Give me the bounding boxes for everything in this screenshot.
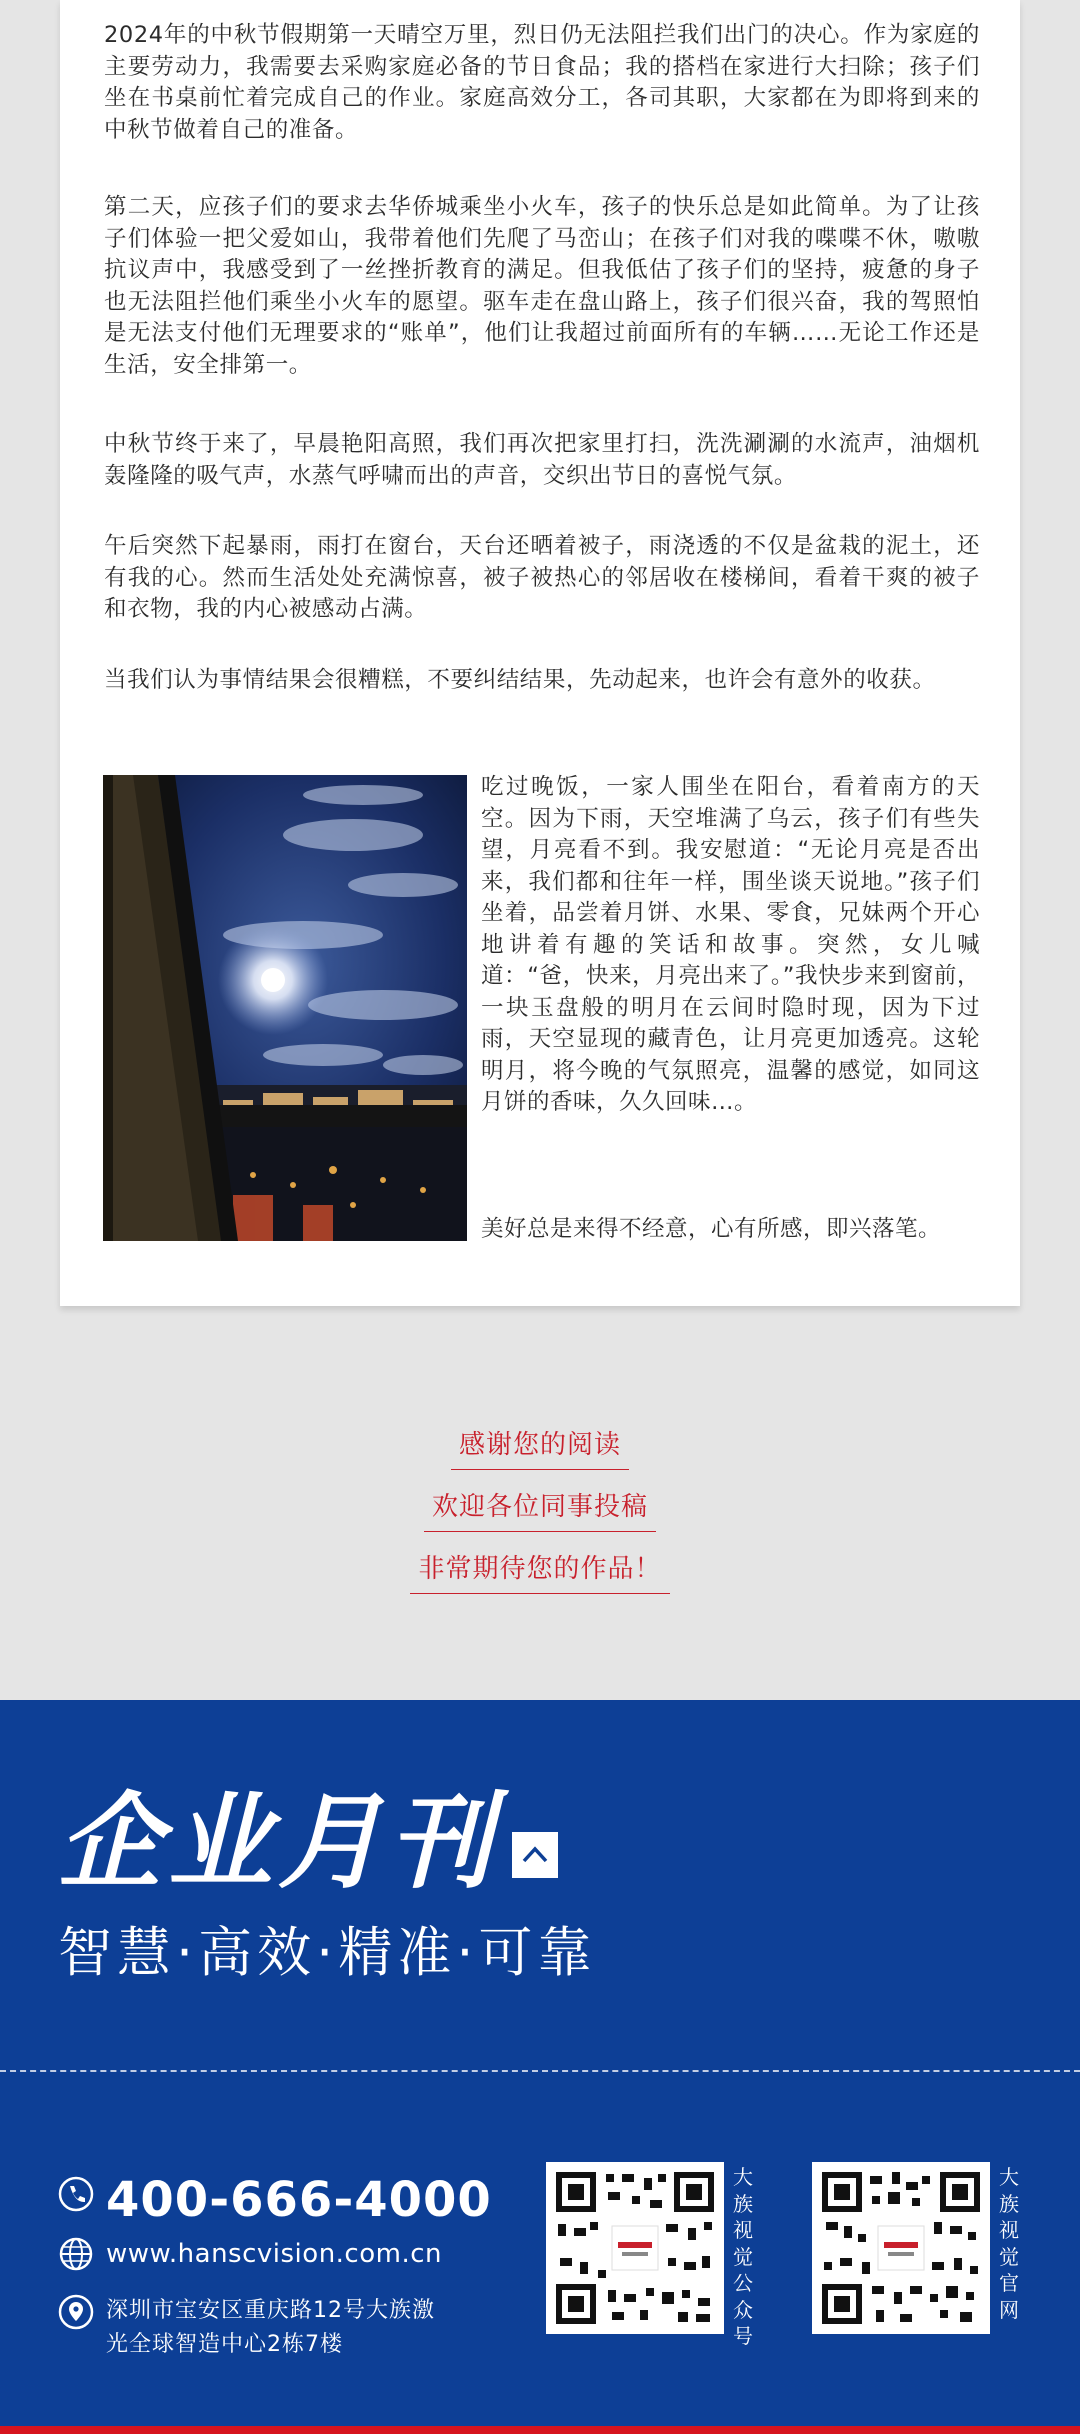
magazine-title: 企业月刊 <box>58 1781 499 1903</box>
qr-label-official-account: 大族视觉公众号 <box>733 2165 753 2348</box>
address-text: 深圳市宝安区重庆路12号大族激光全球智造中心2栋7楼 <box>106 2298 435 2357</box>
location-pin-icon <box>58 2294 94 2330</box>
website-row <box>58 2236 442 2272</box>
chevron-up-icon <box>512 1832 558 1878</box>
globe-icon <box>58 2236 94 2272</box>
website-link[interactable]: www.hanscvision.com.cn <box>106 2239 442 2269</box>
article-paragraph-1: 2024年的中秋节假期第一天晴空万里，烈日仍无法阻拦我们出门的决心。作为家庭的主要劳动力，我需要去采购家庭必备的节日食品；我的搭档在家进行大扫除；孩子们坐在书桌前忙着完成自己的作业。家庭高效分工，各司其职，大家都在为即将到来的中秋节做着自己的准备。 <box>104 22 980 143</box>
article-paragraph-6: 吃过晚饭，一家人围坐在阳台，看着南方的天空。因为下雨，天空堆满了乌云，孩子们有些失望，月亮看不到。我安慰道：“无论月亮是否出来，我们都和往年一样，围坐谈天说地。”孩子们坐着，品尝着月饼、水果、零食，兄妹两个开心地讲着有趣的笑话和故事。突然，女儿喊道：“爸，快来，月亮出来了。”我快步来到窗前，一块玉盘般的明月在云间时隐时现，因为下过雨，天空显现的藏青色，让月亮更加透亮。这轮明月，将今晚的气氛照亮，温馨的感觉，如同这月饼的香味，久久回味…。 <box>481 774 980 1115</box>
phone-row <box>58 2172 492 2228</box>
slogan: 智慧·高效·精准·可靠 <box>58 1921 597 1984</box>
article-paragraph-2: 第二天，应孩子们的要求去华侨城乘坐小火车，孩子的快乐总是如此简单。为了让孩子们体验一把父爱如山，我带着他们先爬了马峦山；在孩子们对我的喋喋不休，嗷嗷抗议声中，我感受到了一丝挫折教育的满足。但我低估了孩子们的坚持，疲惫的身子也无法阻拦他们乘坐小火车的愿望。驱车走在盘山路上，孩子们很兴奋，我的驾照怕是无法支付他们无理要求的“账单”，他们让我超过前面所有的车辆……无论工作还是生活，安全排第一。 <box>104 194 980 378</box>
article-paragraph-5: 当我们认为事情结果会很糟糕，不要纠结结果，先动起来，也许会有意外的收获。 <box>104 667 936 693</box>
phone-number[interactable]: 400-666-4000 <box>106 2172 492 2228</box>
article-paragraph-3: 中秋节终于来了，早晨艳阳高照，我们再次把家里打扫，洗洗涮涮的水流声，油烟机轰隆隆的吸气声，水蒸气呼啸而出的声音，交织出节日的喜悦气氛。 <box>104 431 980 489</box>
qr-code-icon <box>546 2162 724 2334</box>
thanks-text-1: 感谢您的阅读 <box>451 1424 629 1470</box>
thanks-line-2 <box>0 1486 1080 1532</box>
bottom-accent-bar <box>0 2426 1080 2434</box>
qr-label-website: 大族视觉官网 <box>999 2165 1019 2322</box>
article-paragraph-4: 午后突然下起暴雨，雨打在窗台，天台还晒着被子，雨浇透的不仅是盆栽的泥土，还有我的心。然而生活处处充满惊喜，被子被热心的邻居收在楼梯间，看着干爽的被子和衣物，我的内心被感动占满。 <box>104 533 980 622</box>
thanks-line-3 <box>0 1548 1080 1594</box>
thanks-line-1 <box>0 1424 1080 1470</box>
thanks-text-2: 欢迎各位同事投稿 <box>424 1486 656 1532</box>
article-paragraph-7: 美好总是来得不经意，心有所感，即兴落笔。 <box>481 1216 942 1242</box>
thanks-text-3: 非常期待您的作品！ <box>410 1548 669 1594</box>
dashed-divider <box>0 2070 1080 2072</box>
address-row <box>58 2294 436 2362</box>
article-card <box>60 0 1020 1306</box>
qr-code-icon <box>812 2162 990 2334</box>
phone-icon <box>58 2176 94 2212</box>
moon-night-photo <box>103 775 467 1241</box>
footer <box>0 1700 1080 2434</box>
